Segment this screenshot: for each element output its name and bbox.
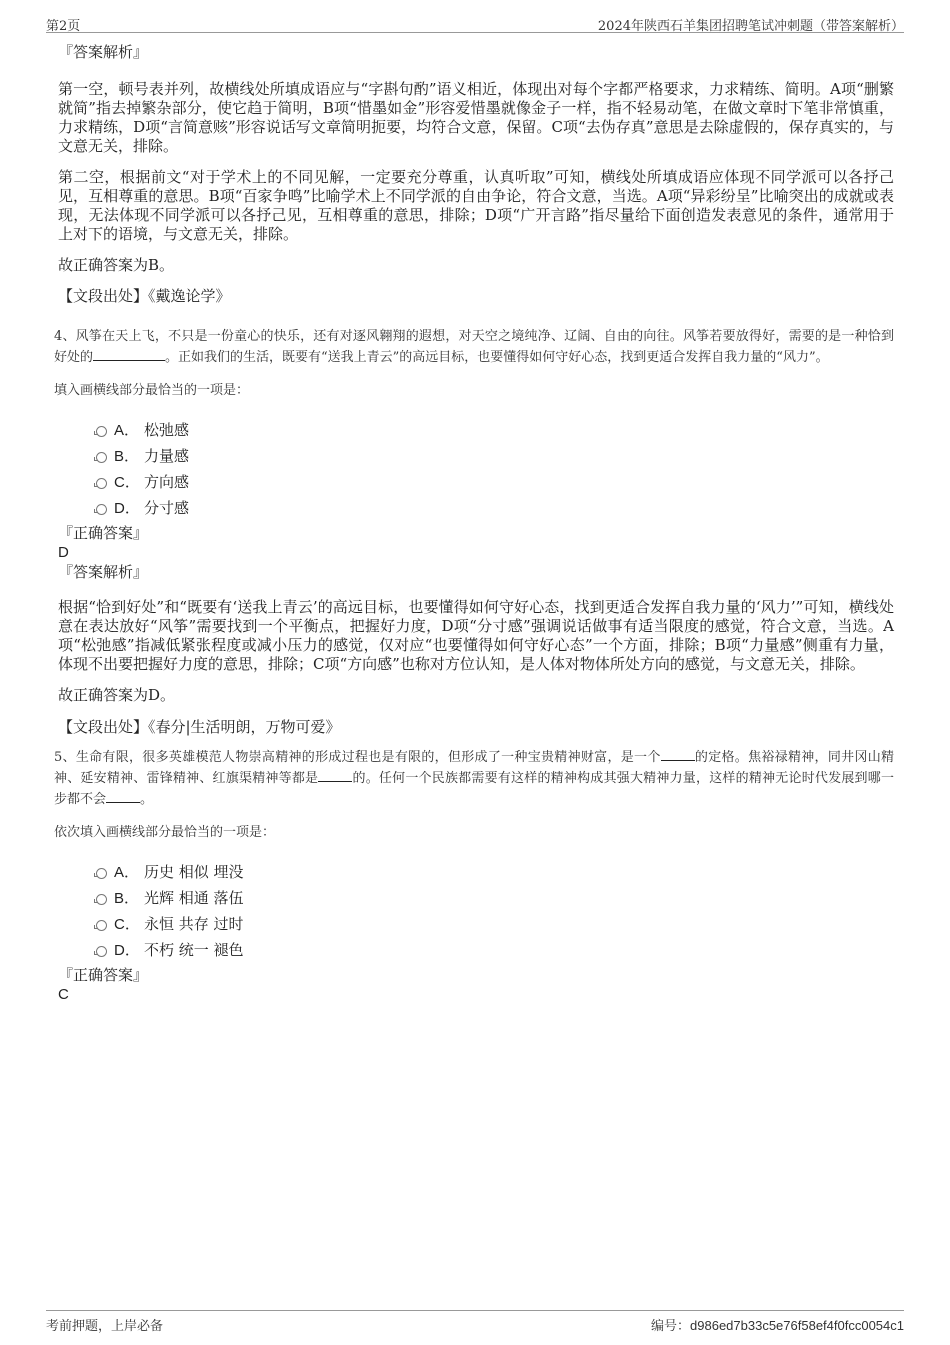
q5-option-c[interactable]: C． 永恒 共存 过时 [58,911,894,937]
document-body [54,42,894,1004]
q5-option-b[interactable]: B． 光辉 相通 落伍 [58,885,894,911]
q4-source: 【文段出处】《春分|生活明朗，万物可爱》 [58,718,341,736]
q4-conclusion: 故正确答案为D。 [58,686,176,704]
q3-analysis-p1: 第一空，顿号表并列，故横线处所填成语应与“字斟句酌”语义相近，体现出对每个字都严格要求，力求精练、简明。A项“删繁就简”指去掉繁杂部分，使它趋于简明，B项“惜墨如金”形容爱惜墨就像金子一样，指不轻易动笔，在做文章时下笔非常慎重，力求精练，D项“言简意赅”形容说话写文章简明扼要，均符合文意，保留。C项“去伪存真”意思是去除虚假的，保存真实的，与文意无关，排除。 [58,80,894,155]
q5-blank-3 [106,790,140,803]
q5-options [58,859,894,963]
radio-icon[interactable] [96,504,107,515]
q4-answer-label: 『正确答案』 [58,524,149,542]
q4-option-b[interactable]: B． 力量感 [58,443,894,469]
q4-option-a[interactable]: A． 松弛感 [58,417,894,443]
page-header [46,12,904,33]
radio-icon[interactable] [96,478,107,489]
q4-analysis: 根据“恰到好处”和“既要有‘送我上青云’的高远目标，也要懂得如何守好心态，找到更适合发挥自我力量的‘风力’”可知，横线处意在表达放好“风筝”需要找到一个平衡点，把握好力度，D项“分寸感”强调说话做事有适当限度的感觉，符合文意，当选。A项“松弛感”指减低紧张程度或减小压力的感觉，仅对应“也要懂得如何守好心态”一个方面，排除；B项“力量感”侧重有力量，体现不出要把握好力度的意思，排除；C项“方向感”也称对方位认知，是人体对物体所处方向的感觉，与文意无关，排除。 [58,598,894,673]
q4-analysis-label: 『答案解析』 [58,563,149,581]
q5-blank-2 [318,769,352,782]
page-footer [46,1310,904,1335]
q4-option-c[interactable]: C． 方向感 [58,469,894,495]
q3-analysis-p2: 第二空，根据前文“对于学术上的不同见解，一定要充分尊重，认真听取”可知，横线处所填成语应体现不同学派可以各抒己见，互相尊重的意思。B项“百家争鸣”比喻学术上不同学派的自由争论，符合文意，当选。A项“异彩纷呈”比喻突出的成就或表现，无法体现不同学派可以各抒己见，互相尊重的意思，排除；D项“广开言路”指尽量给下面创造发表意见的条件，通常用于上对下的语境，与文意无关，排除。 [58,168,894,243]
q5-answer: C [58,986,69,1003]
footer-slogan: 考前押题，上岸必备 [46,1319,164,1334]
radio-icon[interactable] [96,894,107,905]
document-code: 编号：d986ed7b33c5e76f58ef4f0fcc0054c1 [651,1318,904,1333]
q3-source: 【文段出处】《戴逸论学》 [58,287,231,305]
q5-blank-1 [661,748,695,761]
q4-prompt: 填入画横线部分最恰当的一项是： [54,383,250,398]
q3-conclusion: 故正确答案为B。 [58,256,175,274]
q5-option-a[interactable]: A． 历史 相似 埋没 [58,859,894,885]
document-title: 2024年陕西石羊集团招聘笔试冲刺题（带答案解析） [597,19,904,34]
q4-blank [93,348,165,361]
page-number: 第2页 [46,19,81,34]
radio-icon[interactable] [96,868,107,879]
q5-answer-label: 『正确答案』 [58,966,149,984]
radio-icon[interactable] [96,920,107,931]
q3-analysis-label: 『答案解析』 [58,43,149,61]
q4-answer: D [58,544,69,561]
radio-icon[interactable] [96,946,107,957]
q5-question-text: 5、生命有限，很多英雄模范人物崇高精神的形成过程也是有限的，但形成了一种宝贵精神财富，是一个 的定格。焦裕禄精神，同井冈山精神、延安精神、雷锋精神、红旗渠精神等都是 的。任何一个民族都需要有这样的精神构成其强大精神力量，这样的精神无论时代发展到哪一步都不会 。 [54,750,894,807]
q4-question-text: 4、风筝在天上飞，不只是一份童心的快乐，还有对逐风翱翔的遐想，对天空之境纯净、辽阔、自由的向往。风筝若要放得好，需要的是一种恰到好处的 。正如我们的生活，既要有“送我上青云”的高远目标，也要懂得如何守好心态，找到更适合发挥自我力量的“风力”。 [54,329,894,365]
radio-icon[interactable] [96,452,107,463]
q4-options [58,417,894,521]
q4-option-d[interactable]: D． 分寸感 [58,495,894,521]
q5-option-d[interactable]: D． 不朽 统一 褪色 [58,937,894,963]
radio-icon[interactable] [96,426,107,437]
q5-prompt: 依次填入画横线部分最恰当的一项是： [54,825,276,840]
